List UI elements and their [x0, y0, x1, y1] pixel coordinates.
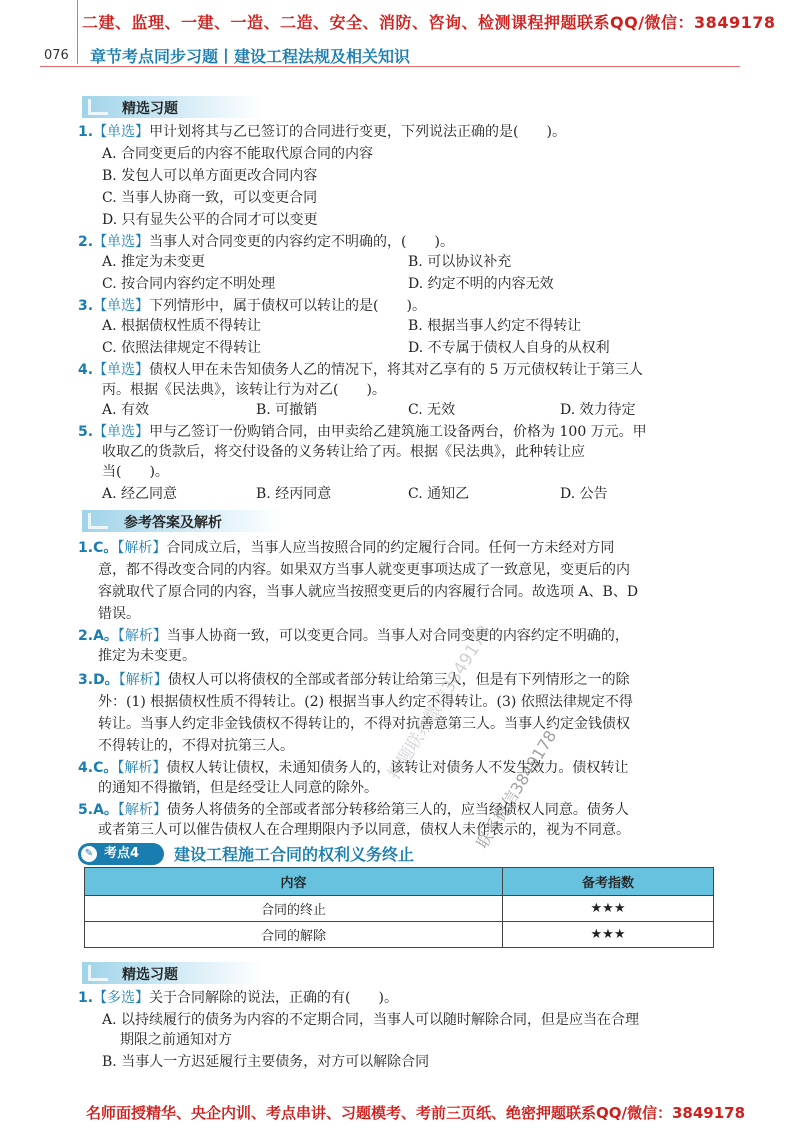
option: A. 合同变更后的内容不能取代原合同的内容	[102, 146, 374, 162]
question-type-tag: 【单选】	[93, 234, 150, 250]
analysis-tag: 【解析】	[118, 672, 168, 688]
question-type-tag: 【单选】	[93, 362, 150, 378]
option: B. 发包人可以单方面更改合同内容	[102, 168, 318, 184]
question-3	[78, 296, 426, 316]
answer-line: 不得转让的，不得对抗第三人。	[98, 738, 294, 754]
question-stem: 下列情形中，属于债权可以转让的是( )。	[149, 298, 426, 314]
question-1	[78, 122, 566, 142]
answer-5	[78, 800, 629, 820]
answer-number: 2.	[78, 628, 94, 644]
table-row	[85, 896, 714, 922]
answer-1	[78, 538, 614, 558]
question-stem: 甲计划将其与乙已签订的合同进行变更，下列说法正确的是( )。	[149, 124, 566, 140]
option: D. 效力待定	[560, 402, 636, 418]
option: A. 推定为未变更	[102, 254, 206, 270]
table-header: 内容	[85, 868, 503, 896]
option: D. 公告	[560, 486, 608, 502]
question-number: 1.	[78, 124, 94, 140]
question-stem: 债权人甲在未告知债务人乙的情况下，将其对乙享有的 5 万元债权转让于第三人	[149, 362, 643, 378]
option: B. 当事人一方迟延履行主要债务，对方可以解除合同	[102, 1054, 430, 1070]
question-type-tag: 【多选】	[93, 990, 150, 1006]
option: C. 当事人协商一致，可以变更合同	[102, 190, 318, 206]
answer-line: 的通知不得撤销，但是经受让人同意的除外。	[98, 780, 378, 796]
answer-line: 推定为未变更。	[98, 648, 196, 664]
table-cell: 合同的终止	[85, 896, 503, 922]
analysis-tag: 【解析】	[117, 802, 167, 818]
top-banner: 二建、监理、一建、一造、二造、安全、消防、咨询、检测课程押题联系QQ/微信：3849178	[82, 13, 776, 32]
question-5	[78, 422, 647, 442]
question-multi-1	[78, 988, 398, 1008]
answers-title: 参考答案及解析	[124, 515, 222, 531]
answer-line: 或者第三人可以催告债权人在合理期限内予以同意，债权人未作表示的，视为不同意。	[98, 822, 630, 838]
kaodian-title: 建设工程施工合同的权利义务终止	[174, 845, 415, 864]
answer-line: 意，都不得改变合同的内容。如果双方当事人就变更事项达成了一致意见，变更后的内	[98, 562, 630, 578]
answer-line: 合同成立后，当事人应当按照合同的约定履行合同。任何一方未经对方同	[166, 540, 615, 556]
footer-banner: 名师面授精华、央企内训、考点串讲、习题模考、考前三页纸、绝密押题联系QQ/微信：3849178	[86, 1104, 746, 1122]
question-number: 4.	[78, 362, 94, 378]
option: B. 经丙同意	[256, 486, 332, 502]
option: B. 可撤销	[256, 402, 318, 418]
option: C. 通知乙	[408, 486, 470, 502]
option: D. 约定不明的内容无效	[408, 276, 554, 292]
answer-2	[78, 626, 629, 646]
header-rule	[40, 66, 740, 67]
analysis-tag: 【解析】	[117, 540, 167, 556]
question-4	[78, 360, 643, 380]
question-stem: 甲与乙签订一份购销合同，由甲卖给乙建筑施工设备两台，价格为 100 万元。甲	[149, 424, 647, 440]
section-title: 精选习题	[122, 967, 178, 983]
answer-number: 1.	[78, 540, 94, 556]
question-stem: 当事人对合同变更的内容约定不明确的，( )。	[149, 234, 454, 250]
question-type-tag: 【单选】	[93, 424, 150, 440]
question-number: 1.	[78, 990, 94, 1006]
option: C. 无效	[408, 402, 456, 418]
answer-line: 转让。当事人约定非金钱债权不得转让的，不得对抗善意第三人。当事人约定金钱债权	[98, 716, 630, 732]
option: A. 经乙同意	[102, 486, 178, 502]
question-number: 5.	[78, 424, 94, 440]
answer-line: 容就取代了原合同的内容，当事人就应当按照变更后的内容履行合同。故选项 A、B、D	[98, 584, 639, 600]
kaodian-table	[84, 867, 714, 948]
option: C. 依照法律规定不得转让	[102, 340, 262, 356]
section-title: 精选习题	[122, 101, 178, 117]
answer-key: A。	[93, 802, 118, 818]
option: A. 根据债权性质不得转让	[102, 318, 262, 334]
answer-line: 债权人可以将债权的全部或者部分转让给第三人，但是有下列情形之一的除	[167, 672, 630, 688]
answer-key: C。	[93, 760, 118, 776]
table-header-row	[85, 868, 714, 896]
watermark: 联系微信3849178	[472, 726, 561, 852]
question-stem-continued: 收取乙的货款后，将交付设备的义务转让给了丙。根据《民法典》，此种转让应	[102, 444, 585, 460]
question-stem-continued: 丙。根据《民法典》，该转让行为对乙( )。	[102, 382, 386, 398]
analysis-tag: 【解析】	[117, 628, 167, 644]
watermark: 押题联系微信3849178	[384, 621, 496, 784]
question-2	[78, 232, 454, 252]
option: D. 只有显失公平的合同才可以变更	[102, 212, 318, 228]
option-continued: 期限之前通知对方	[120, 1032, 232, 1048]
answer-key: A。	[93, 628, 118, 644]
table-cell: 合同的解除	[85, 922, 503, 948]
answer-line: 外：(1) 根据债权性质不得转让。(2) 根据当事人约定不得转让。(3) 依照法律规定不得	[98, 694, 633, 710]
answer-line: 债权人转让债权，未通知债务人的，该转让对债务人不发生效力。债权转让	[166, 760, 629, 776]
option: C. 按合同内容约定不明处理	[102, 276, 276, 292]
chapter-title: 章节考点同步习题丨建设工程法规及相关知识	[90, 47, 411, 66]
answer-key: C。	[93, 540, 118, 556]
answer-line: 当事人协商一致，可以变更合同。当事人对合同变更的内容约定不明确的，	[166, 628, 629, 644]
answer-line: 债务人将债务的全部或者部分转移给第三人的，应当经债权人同意。债务人	[166, 802, 629, 818]
question-type-tag: 【单选】	[93, 124, 150, 140]
table-row	[85, 922, 714, 948]
question-type-tag: 【单选】	[93, 298, 150, 314]
option: A. 以持续履行的债务为内容的不定期合同，当事人可以随时解除合同，但是应当在合理	[102, 1012, 640, 1028]
answer-number: 3.	[78, 672, 94, 688]
question-number: 2.	[78, 234, 94, 250]
rating-stars: ★★★	[503, 922, 714, 948]
answer-number: 5.	[78, 802, 94, 818]
option: B. 可以协议补充	[408, 254, 512, 270]
page-number: 076	[44, 48, 69, 63]
answer-line: 错误。	[98, 606, 140, 622]
header-divider-line	[77, 0, 78, 64]
option: D. 不专属于债权人自身的从权利	[408, 340, 610, 356]
rating-stars: ★★★	[503, 896, 714, 922]
answer-number: 4.	[78, 760, 94, 776]
option: A. 有效	[102, 402, 150, 418]
answer-3	[78, 670, 630, 690]
question-number: 3.	[78, 298, 94, 314]
table-header: 备考指数	[503, 868, 714, 896]
question-stem: 关于合同解除的说法，正确的有( )。	[149, 990, 398, 1006]
kaodian-badge-label: 考点	[104, 846, 131, 861]
kaodian-circle-icon: ✎	[81, 846, 97, 862]
kaodian-badge-number: 4	[130, 846, 140, 861]
analysis-tag: 【解析】	[117, 760, 167, 776]
option: B. 根据当事人约定不得转让	[408, 318, 582, 334]
question-stem-continued: 当( )。	[102, 464, 169, 480]
answer-key: D。	[93, 672, 119, 688]
kaodian-badge	[78, 843, 164, 865]
